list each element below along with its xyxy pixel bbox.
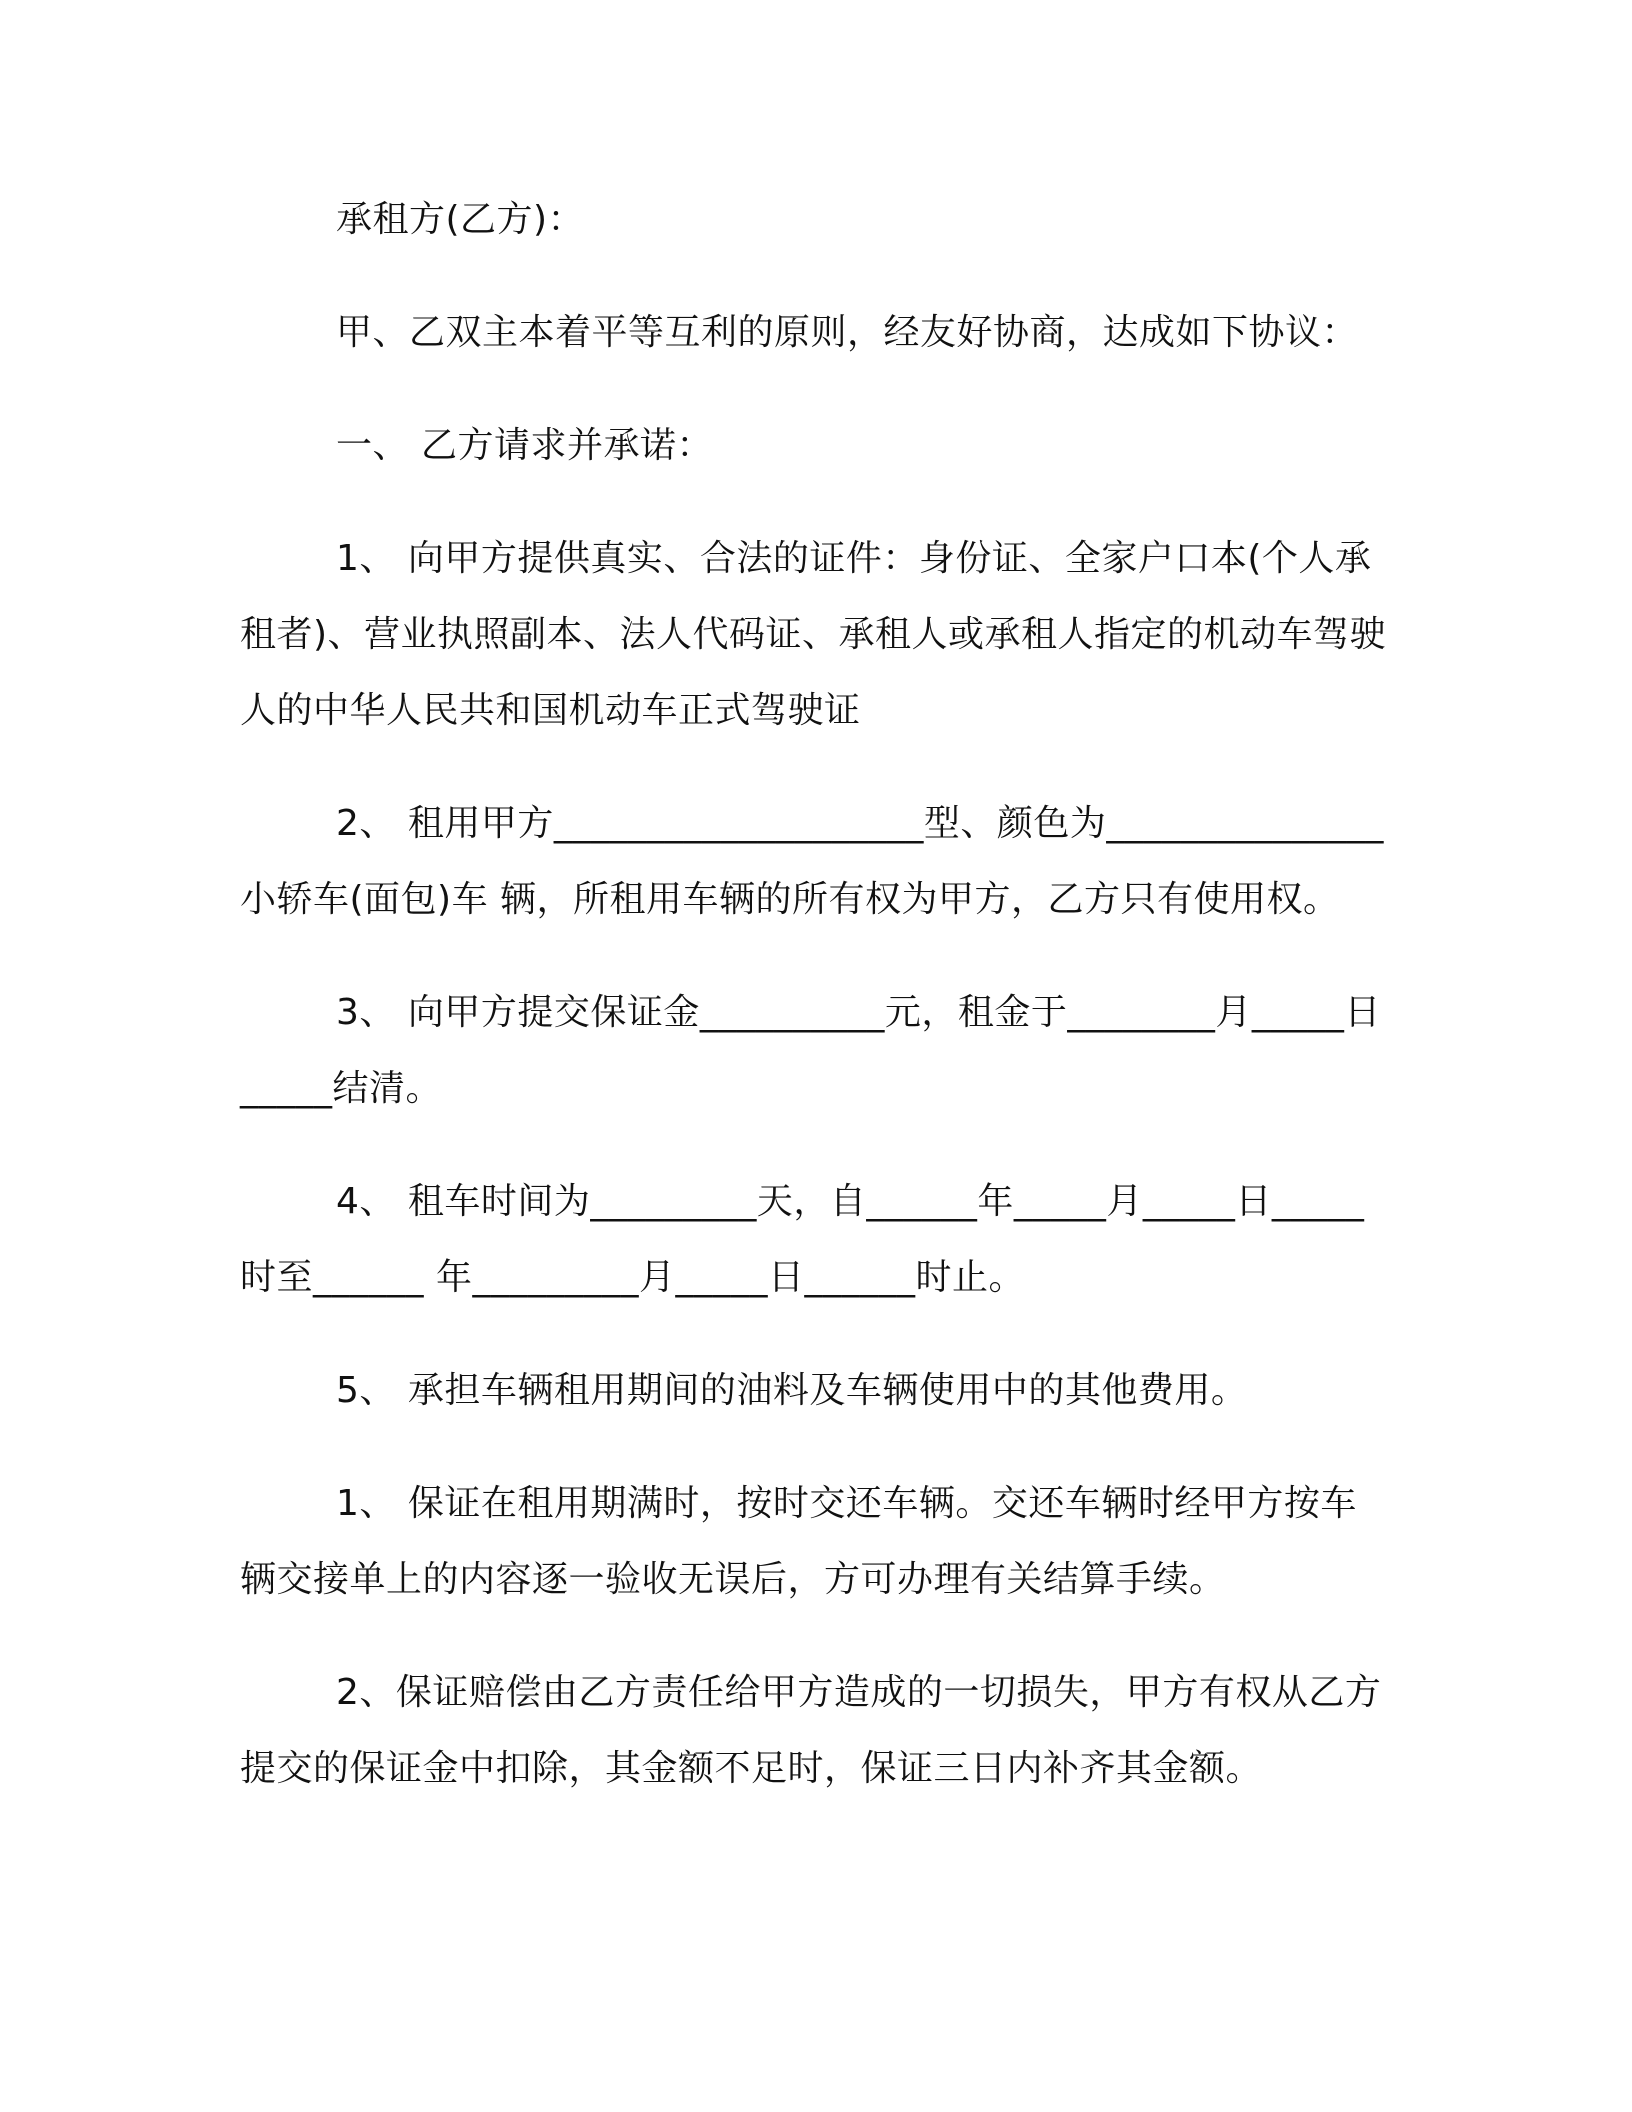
clause-return-vehicle: 1、 保证在租用期满时，按时交还车辆。交还车辆时经甲方按车辆交接单上的内容逐一验收无误后，方可办理有关结算手续。: [240, 1483, 1357, 1600]
clause-2-vehicle: 2、 租用甲方____________________型、颜色为_______________小轿车(面包)车 辆，所租用车辆的所有权为甲方，乙方只有使用权。: [240, 803, 1384, 920]
clause-4-rental-period: 4、 租车时间为_________天，自______年_____月_____日_____时至______ 年_________月_____日______时止。: [240, 1181, 1365, 1298]
lessee-party-b-line: 承租方(乙方)：: [336, 199, 585, 240]
clause-compensation: 2、保证赔偿由乙方责任给甲方造成的一切损失，甲方有权从乙方提交的保证金中扣除，其金额不足时，保证三日内补齐其金额。: [240, 1672, 1382, 1789]
clause-1-documents: 1、 向甲方提供真实、合法的证件：身份证、全家户口本(个人承租者)、营业执照副本、法人代码证、承租人或承租人指定的机动车驾驶人的中华人民共和国机动车正式驾驶证: [240, 538, 1387, 731]
clause-5-fuel-costs: 5、 承担车辆租用期间的油料及车辆使用中的其他费用。: [336, 1370, 1248, 1411]
agreement-intro: 甲、乙双主本着平等互利的原则，经友好协商，达成如下协议：: [336, 312, 1359, 353]
section-heading-party-b-commitments: 一、 乙方请求并承诺：: [336, 425, 713, 466]
document-body: [240, 182, 1390, 1844]
clause-3-deposit: 3、 向甲方提交保证金__________元，租金于________月_____日_____结清。: [240, 992, 1381, 1109]
